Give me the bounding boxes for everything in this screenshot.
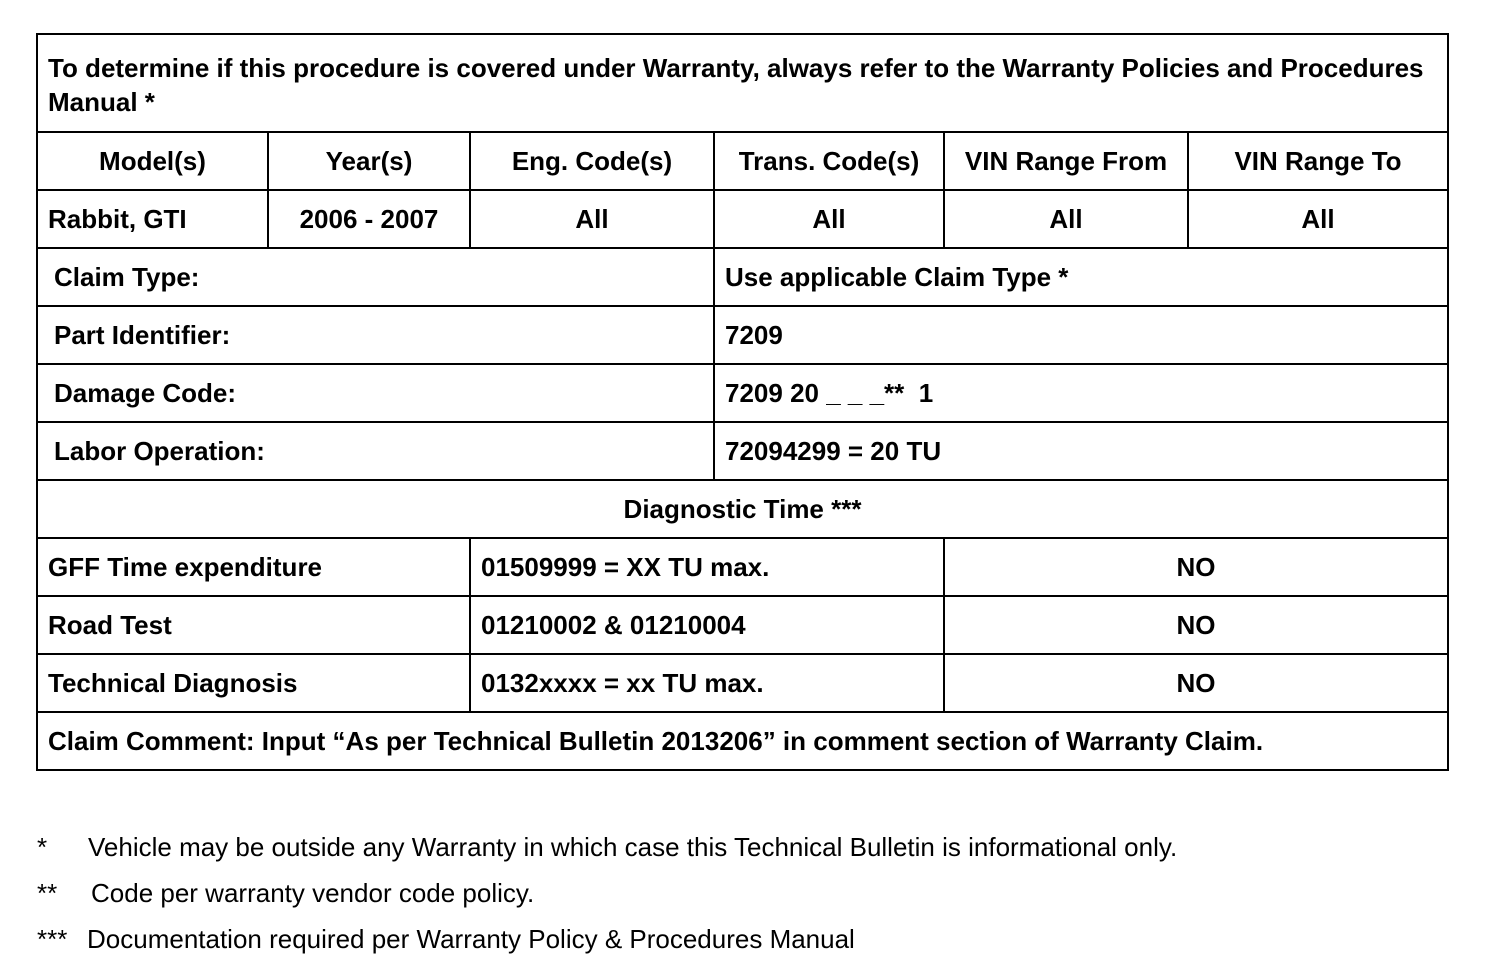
header-years: Year(s)	[268, 132, 470, 190]
header-vin-from: VIN Range From	[944, 132, 1188, 190]
diagnostic-label: GFF Time expenditure	[37, 538, 470, 596]
vehicle-models: Rabbit, GTI	[37, 190, 268, 248]
part-identifier-label: Part Identifier:	[37, 306, 714, 364]
vehicle-vin-from: All	[944, 190, 1188, 248]
footnote-mark: ***	[37, 923, 68, 954]
warranty-intro: To determine if this procedure is covered under Warranty, always refer to the Warranty Policies and Procedures Manual *	[37, 34, 1448, 132]
vehicle-eng: All	[470, 190, 714, 248]
diagnostic-row	[37, 654, 1448, 712]
diagnostic-value: NO	[944, 538, 1448, 596]
diagnostic-label: Technical Diagnosis	[37, 654, 470, 712]
footnote-mark: *	[37, 831, 48, 862]
diagnostic-code: 0132xxxx = xx TU max.	[470, 654, 944, 712]
claim-comment-row	[37, 712, 1448, 770]
vehicle-vin-to: All	[1188, 190, 1448, 248]
footnote-text: Documentation required per Warranty Policy & Procedures Manual	[87, 923, 855, 954]
claim-type-label: Claim Type:	[37, 248, 714, 306]
footnote	[37, 824, 1177, 870]
claim-comment: Claim Comment: Input “As per Technical Bulletin 2013206” in comment section of Warranty Claim.	[37, 712, 1448, 770]
footnote-text: Code per warranty vendor code policy.	[91, 877, 535, 908]
diagnostic-value: NO	[944, 654, 1448, 712]
damage-code-value: 7209 20 _ _ _** 1	[714, 364, 1448, 422]
diagnostic-row	[37, 596, 1448, 654]
part-identifier-row	[37, 306, 1448, 364]
labor-operation-label: Labor Operation:	[37, 422, 714, 480]
header-trans-codes: Trans. Code(s)	[714, 132, 944, 190]
header-eng-codes: Eng. Code(s)	[470, 132, 714, 190]
footnotes	[37, 824, 1177, 962]
diagnostic-code: 01509999 = XX TU max.	[470, 538, 944, 596]
part-identifier-value: 7209	[714, 306, 1448, 364]
diagnostic-row	[37, 538, 1448, 596]
footnote	[37, 870, 1177, 916]
footnote-text: Vehicle may be outside any Warranty in which case this Technical Bulletin is informational only.	[88, 831, 1178, 862]
vehicle-row	[37, 190, 1448, 248]
diagnostic-value: NO	[944, 596, 1448, 654]
footnote-mark: **	[37, 877, 58, 908]
diagnostic-title: Diagnostic Time ***	[37, 480, 1448, 538]
labor-operation-row	[37, 422, 1448, 480]
header-models: Model(s)	[37, 132, 268, 190]
damage-code-row	[37, 364, 1448, 422]
footnote	[37, 916, 1177, 962]
labor-operation-value: 72094299 = 20 TU	[714, 422, 1448, 480]
header-row	[37, 132, 1448, 190]
diagnostic-label: Road Test	[37, 596, 470, 654]
claim-type-row	[37, 248, 1448, 306]
header-vin-to: VIN Range To	[1188, 132, 1448, 190]
warranty-table	[36, 33, 1449, 771]
vehicle-trans: All	[714, 190, 944, 248]
diagnostic-code: 01210002 & 01210004	[470, 596, 944, 654]
diagnostic-title-row	[37, 480, 1448, 538]
vehicle-years: 2006 - 2007	[268, 190, 470, 248]
damage-code-label: Damage Code:	[37, 364, 714, 422]
claim-type-value: Use applicable Claim Type *	[714, 248, 1448, 306]
